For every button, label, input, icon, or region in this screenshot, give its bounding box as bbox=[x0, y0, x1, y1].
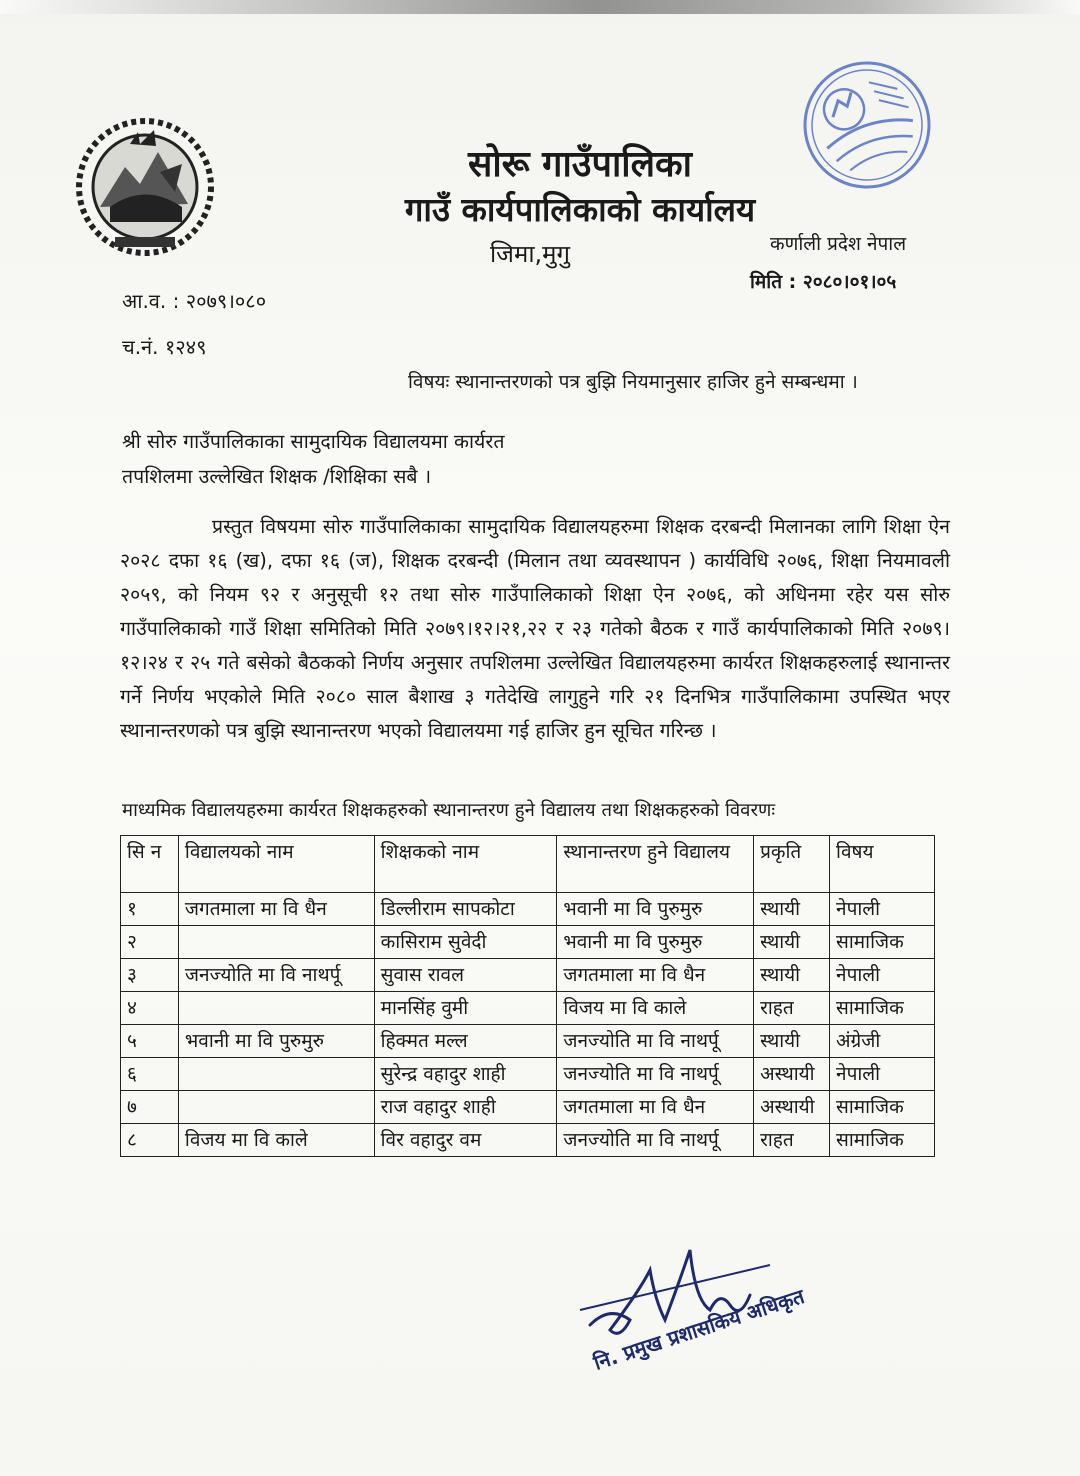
teacher-name-cell: सुरेन्द्र वहादुर शाही bbox=[374, 1058, 557, 1091]
subject-cell: नेपाली bbox=[830, 1058, 935, 1091]
table-row bbox=[121, 926, 935, 959]
subject-cell: सामाजिक bbox=[830, 992, 935, 1025]
header-cell: सि न bbox=[121, 836, 179, 893]
teacher-name-cell: सुवास रावल bbox=[374, 959, 557, 992]
employment-type-cell: स्थायी bbox=[754, 893, 830, 926]
subject-cell: नेपाली bbox=[830, 959, 935, 992]
header-cell: स्थानान्तरण हुने विद्यालय bbox=[557, 836, 754, 893]
employment-type-cell: राहत bbox=[754, 1124, 830, 1157]
government-emblem-logo bbox=[70, 112, 220, 262]
header-cell: शिक्षकको नाम bbox=[374, 836, 557, 893]
employment-type-cell: अस्थायी bbox=[754, 1058, 830, 1091]
school-name-cell: जनज्योति मा वि नाथर्पू bbox=[178, 959, 374, 992]
transfer-table bbox=[120, 835, 935, 1157]
table-row bbox=[121, 1025, 935, 1058]
table-header-row bbox=[121, 836, 935, 893]
body-paragraph: प्रस्तुत विषयमा सोरु गाउँपालिकाका सामुदायिक विद्यालयहरुमा शिक्षक दरबन्दी मिलानका लागि शिक्षा ऐन २०२८ दफा १६ (ख), दफा १६ (ज), शिक्षक दरबन्दी (मिलान तथा व्यवस्थापन ) कार्यविधि २०७६, शिक्षा नियमावली २०५९, को नियम ९२ र अनुसूची १२ तथा सोरु गाउँपालिकाको शिक्षा ऐन २०७६, को अधिनमा रहेर यस सोरु गाउँपालिकाको गाउँ शिक्षा समितिको मिति २०७९।१२।२१,२२ र २३ गतेको बैठक र गाउँ कार्यपालिकाको मिति २०७९।१२।२४ र २५ गते बसेको बैठकको निर्णय अनुसार तपशिलमा उल्लेखित विद्यालयहरुमा कार्यरत शिक्षकहरुलाई स्थानान्तर गर्ने निर्णय भएकोले मिति २०८० साल बैशाख ३ गतेदेखि लागुहुने गरि २१ दिनभित्र गाउँपालिकामा उपस्थित भएर स्थानान्तरणको पत्र बुझि स्थानान्तरण भएको विद्यालयमा गई हाजिर हुन सूचित गरिन्छ । bbox=[120, 515, 950, 742]
table-caption: माध्यमिक विद्यालयहरुमा कार्यरत शिक्षकहरुको स्थानान्तरण हुने विद्यालय तथा शिक्षकहरुको विवरणः bbox=[122, 800, 776, 821]
subject-cell: अंग्रेजी bbox=[830, 1025, 935, 1058]
teacher-name-cell: मानसिंह वुमी bbox=[374, 992, 557, 1025]
subject-cell: सामाजिक bbox=[830, 1091, 935, 1124]
row-number-cell: ५ bbox=[121, 1025, 179, 1058]
signatory-designation: नि. प्रमुख प्रशासकिय अधिकृत bbox=[590, 1283, 808, 1375]
row-number-cell: ६ bbox=[121, 1058, 179, 1091]
transfer-school-cell: जनज्योति मा वि नाथर्पू bbox=[557, 1058, 754, 1091]
letter-body bbox=[120, 510, 950, 748]
transfer-school-cell: जगतमाला मा वि धैन bbox=[557, 1091, 754, 1124]
addressee-line-2: तपशिलमा उल्लेखित शिक्षक /शिक्षिका सबै । bbox=[122, 465, 432, 488]
row-number-cell: ७ bbox=[121, 1091, 179, 1124]
teacher-name-cell: कासिराम सुवेदी bbox=[374, 926, 557, 959]
header-cell: प्रकृति bbox=[754, 836, 830, 893]
transfer-school-cell: जनज्योति मा वि नाथर्पू bbox=[557, 1124, 754, 1157]
addressee-line-1: श्री सोरु गाउँपालिकाका सामुदायिक विद्यालयमा कार्यरत bbox=[122, 430, 505, 453]
school-name-cell: भवानी मा वि पुरुमुरु bbox=[178, 1025, 374, 1058]
scan-edge-shadow bbox=[0, 0, 1080, 14]
letter-date: मिति : २०८०।०१।०५ bbox=[750, 271, 897, 293]
office-name-heading: सोरू गाउँपालिका bbox=[468, 144, 692, 185]
fiscal-year: आ.व. : २०७९।०८० bbox=[122, 289, 267, 313]
table-row bbox=[121, 1091, 935, 1124]
row-number-cell: २ bbox=[121, 926, 179, 959]
office-location: जिमा,मुगु bbox=[489, 240, 571, 268]
header-cell: विद्यालयको नाम bbox=[178, 836, 374, 893]
employment-type-cell: स्थायी bbox=[754, 926, 830, 959]
transfer-school-cell: भवानी मा वि पुरुमुरु bbox=[557, 893, 754, 926]
teacher-name-cell: विर वहादुर वम bbox=[374, 1124, 557, 1157]
school-name-cell: जगतमाला मा वि धैन bbox=[178, 893, 374, 926]
school-name-cell bbox=[178, 1091, 374, 1124]
employment-type-cell: स्थायी bbox=[754, 959, 830, 992]
transfer-school-cell: जगतमाला मा वि धैन bbox=[557, 959, 754, 992]
transfer-school-cell: विजय मा वि काले bbox=[557, 992, 754, 1025]
teacher-name-cell: डिल्लीराम सापकोटा bbox=[374, 893, 557, 926]
school-name-cell bbox=[178, 992, 374, 1025]
teacher-name-cell: राज वहादुर शाही bbox=[374, 1091, 557, 1124]
table-row bbox=[121, 1124, 935, 1157]
subject-cell: सामाजिक bbox=[830, 1124, 935, 1157]
dispatch-number: च.नं. १२४९ bbox=[122, 335, 207, 359]
subject-cell: सामाजिक bbox=[830, 926, 935, 959]
table-row bbox=[121, 959, 935, 992]
subject-cell: नेपाली bbox=[830, 893, 935, 926]
employment-type-cell: स्थायी bbox=[754, 1025, 830, 1058]
row-number-cell: ८ bbox=[121, 1124, 179, 1157]
table-row bbox=[121, 1058, 935, 1091]
row-number-cell: ४ bbox=[121, 992, 179, 1025]
province-label: कर्णाली प्रदेश नेपाल bbox=[770, 233, 907, 255]
employment-type-cell: राहत bbox=[754, 992, 830, 1025]
letter-subject: विषयः स्थानान्तरणको पत्र बुझि नियमानुसार हाजिर हुने सम्बन्धमा । bbox=[408, 371, 858, 393]
transfer-school-cell: भवानी मा वि पुरुमुरु bbox=[557, 926, 754, 959]
header-cell: विषय bbox=[830, 836, 935, 893]
row-number-cell: ३ bbox=[121, 959, 179, 992]
school-name-cell: विजय मा वि काले bbox=[178, 1124, 374, 1157]
school-name-cell bbox=[178, 926, 374, 959]
employment-type-cell: अस्थायी bbox=[754, 1091, 830, 1124]
transfer-school-cell: जनज्योति मा वि नाथर्पू bbox=[557, 1025, 754, 1058]
table-row bbox=[121, 893, 935, 926]
office-subtitle-heading: गाउँ कार्यपालिकाको कार्यालय bbox=[404, 190, 756, 229]
school-name-cell bbox=[178, 1058, 374, 1091]
table-row bbox=[121, 992, 935, 1025]
row-number-cell: १ bbox=[121, 893, 179, 926]
teacher-name-cell: हिक्मत मल्ल bbox=[374, 1025, 557, 1058]
